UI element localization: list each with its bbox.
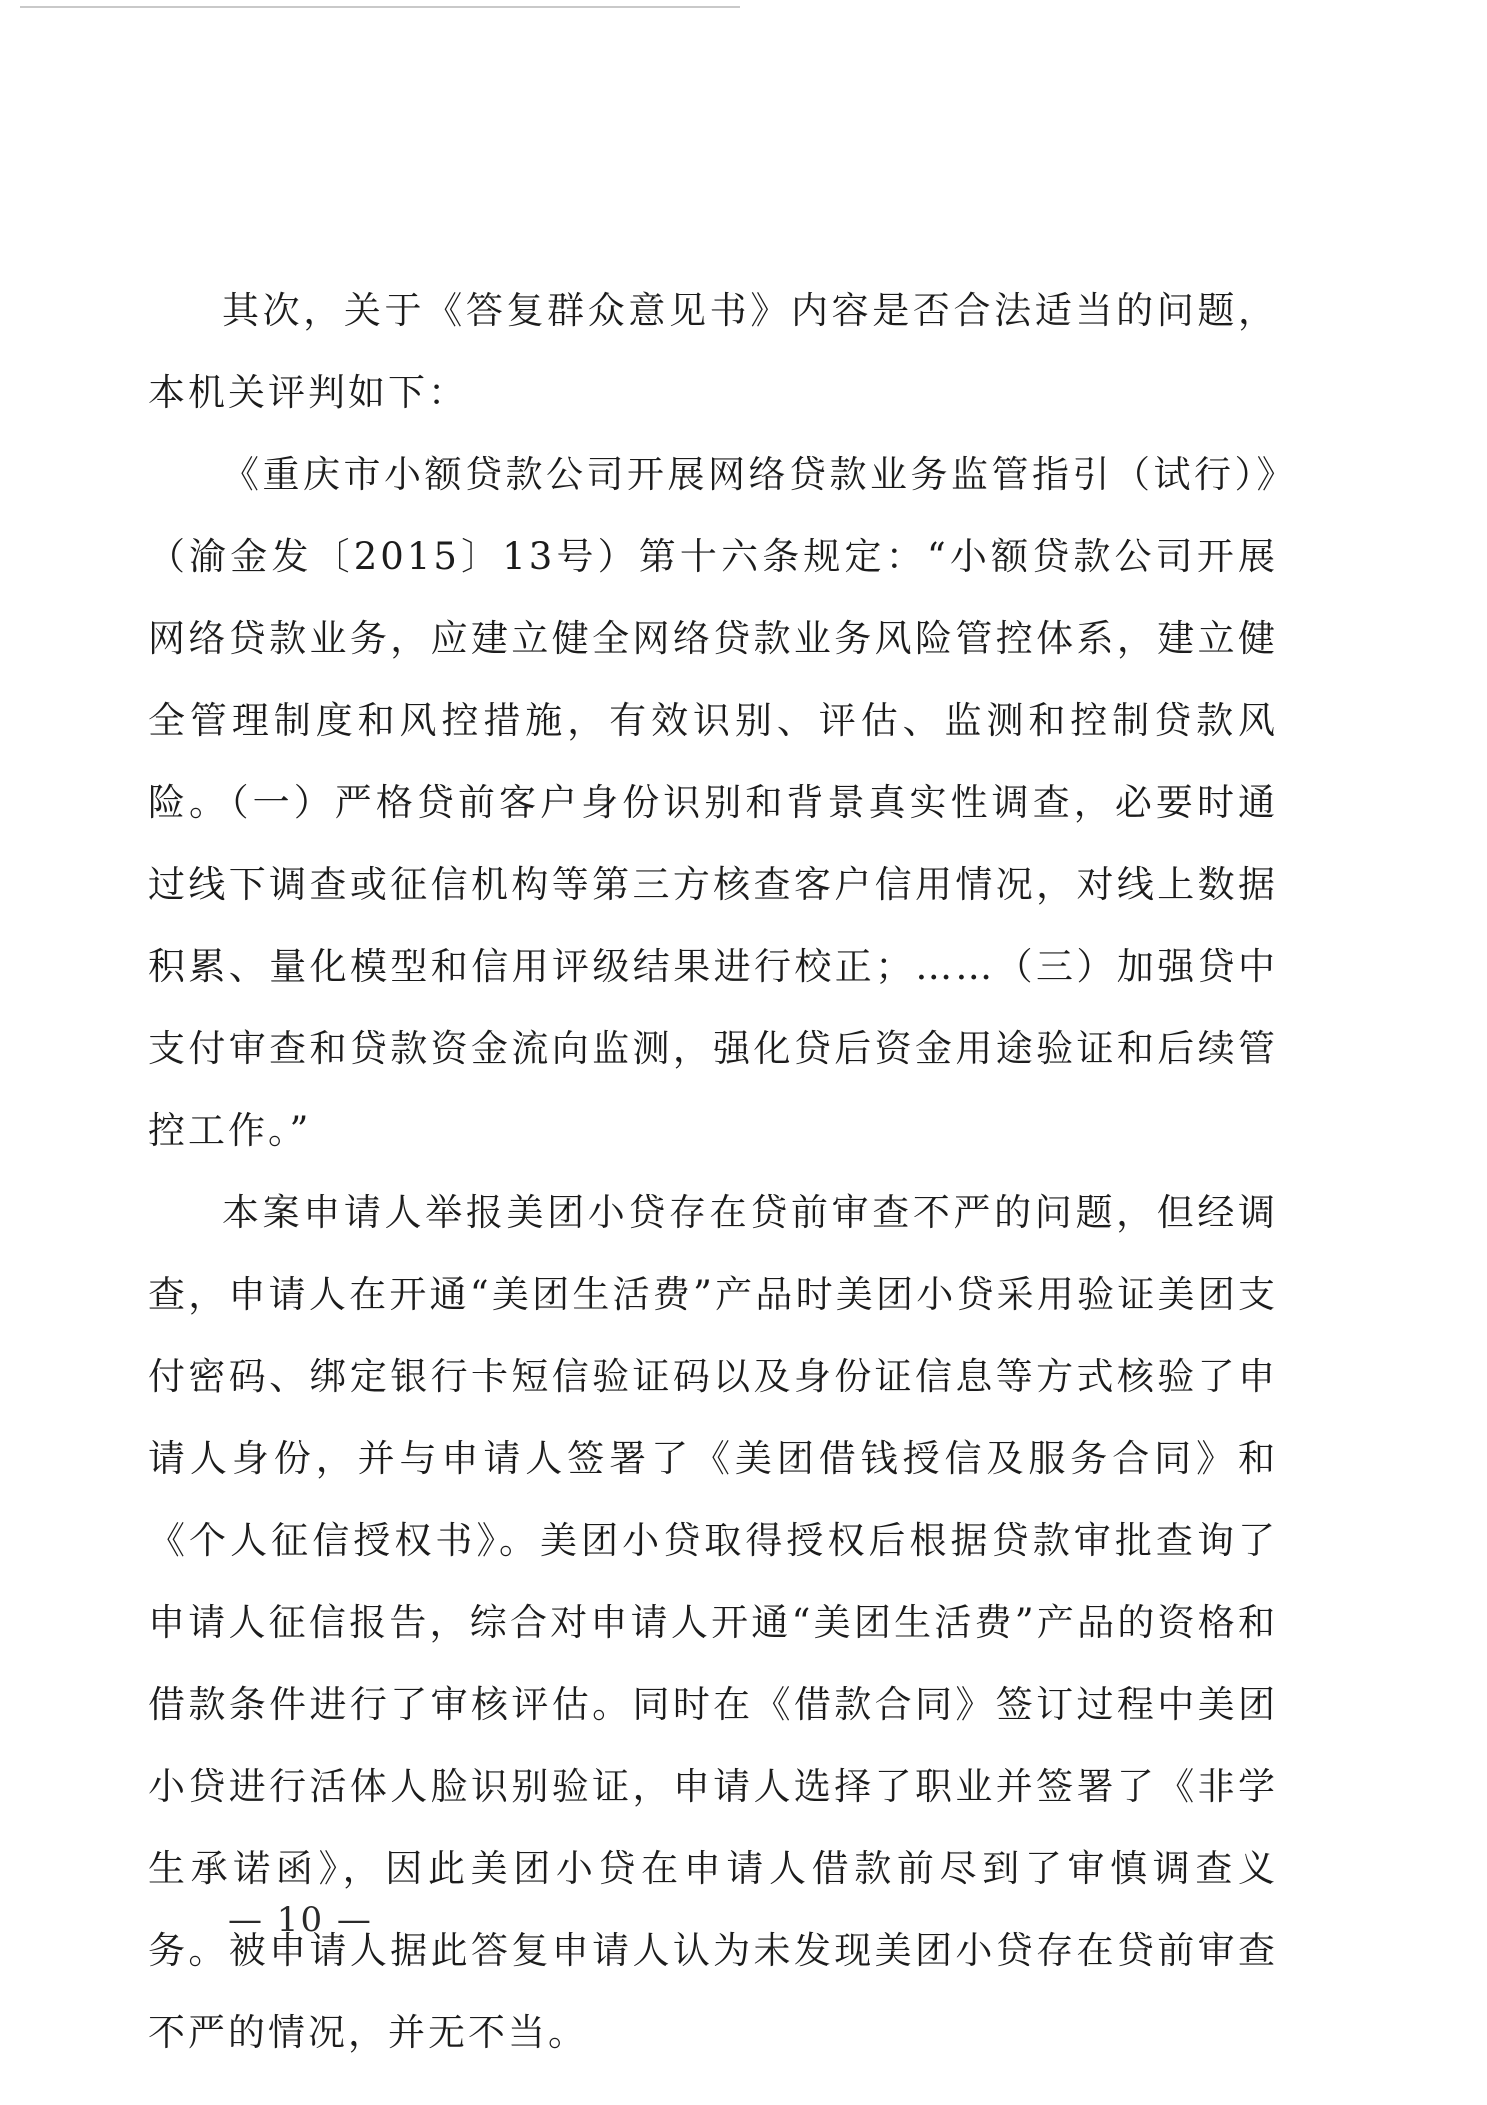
paragraph-regulation-quote: 《重庆市小额贷款公司开展网络贷款业务监管指引（试行）》（渝金发〔2015〕13号）第十六条规定：“小额贷款公司开展网络贷款业务，应建立健全网络贷款业务风险管控体系，建立健全管理制度和风控措施，有效识别、评估、监测和控制贷款风险。（一）严格贷前客户身份识别和背景真实性调查，必要时通过线下调查或征信机构等第三方核查客户信用情况，对线上数据积累、量化模型和信用评级结果进行校正；……（三）加强贷中支付审查和贷款资金流向监测，强化贷后资金用途验证和后续管控工作。” bbox=[148, 453, 1278, 1152]
paragraph-review-intro: 其次，关于《答复群众意见书》内容是否合法适当的问题，本机关评判如下： bbox=[148, 289, 1278, 414]
paragraph-case-analysis: 本案申请人举报美团小贷存在贷前审查不严的问题，但经调查，申请人在开通“美团生活费”产品时美团小贷采用验证美团支付密码、绑定银行卡短信验证码以及身份证信息等方式核验了申请人身份，并与申请人签署了《美团借钱授信及服务合同》和《个人征信授权书》。美团小贷取得授权后根据贷款审批查询了申请人征信报告，综合对申请人开通“美团生活费”产品的资格和借款条件进行了审核评估。同时在《借款合同》签订过程中美团小贷进行活体人脸识别验证，申请人选择了职业并签署了《非学生承诺函》，因此美团小贷在申请人借款前尽到了审慎调查义务。被申请人据此答复申请人认为未发现美团小贷存在贷前审查不严的情况，并无不当。 bbox=[148, 1191, 1278, 2054]
page-number: — 10 — bbox=[228, 1900, 373, 1940]
document-body bbox=[148, 270, 1278, 2074]
top-scan-edge bbox=[20, 6, 740, 8]
